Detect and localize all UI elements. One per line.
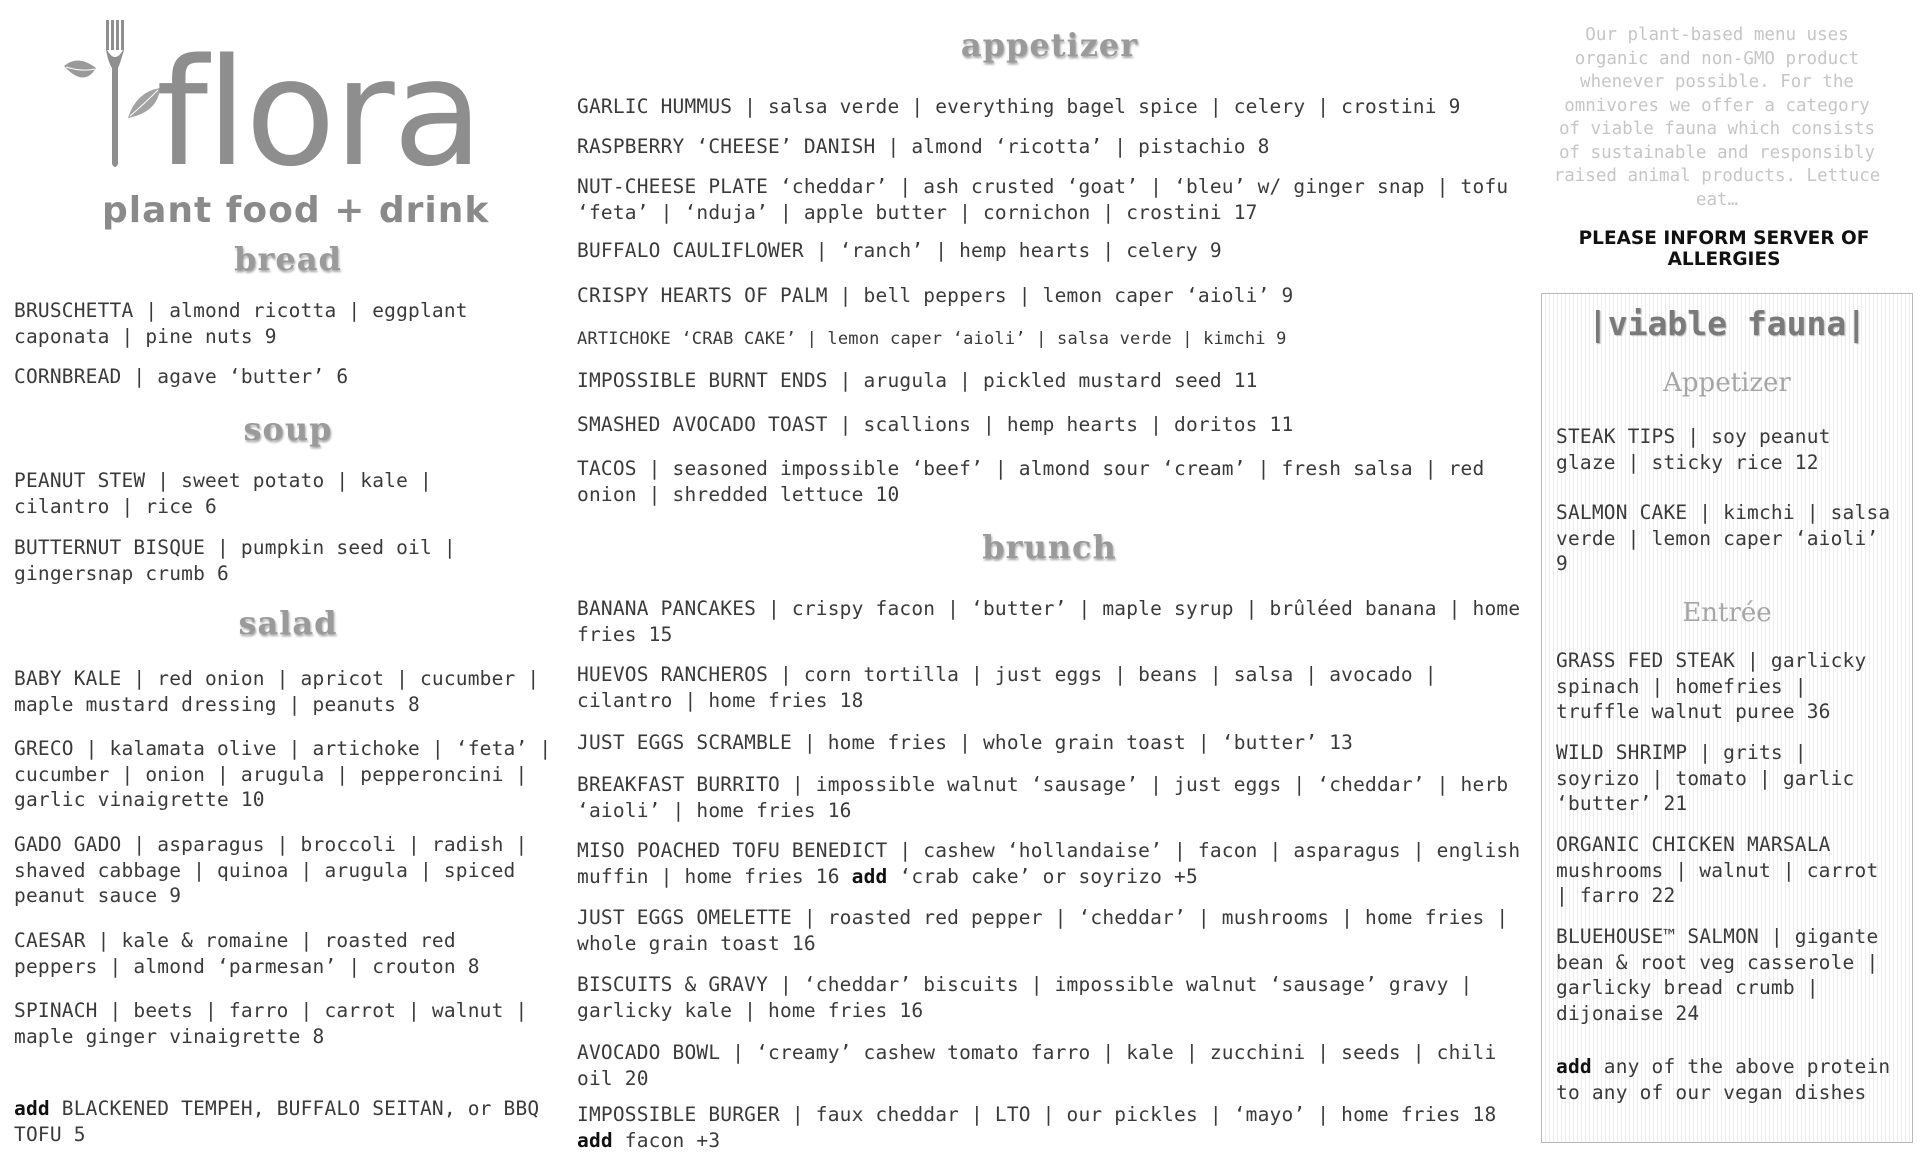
- salad-heading: salad: [238, 604, 338, 642]
- brand-tagline: plant food + drink: [102, 190, 490, 231]
- menu-item: CRISPY HEARTS OF PALM | bell peppers | lemon caper ‘aioli’ 9: [577, 284, 1294, 307]
- menu-item: TACOS | seasoned impossible ‘beef’ | almond sour ‘cream’ | fresh salsa | red onion | shredded lettuce 10: [577, 457, 1485, 506]
- fauna-item: ORGANIC CHICKEN MARSALA mushrooms | walnut | carrot | farro 22: [1556, 833, 1879, 907]
- fauna-entree-heading: Entrée: [1682, 598, 1772, 628]
- menu-item: BRUSCHETTA | almond ricotta | eggplant caponata | pine nuts 9: [14, 299, 468, 348]
- add-label: add: [1556, 1055, 1592, 1078]
- add-label: add: [851, 864, 888, 888]
- addon-text: BLACKENED TEMPEH, BUFFALO SEITAN, or BBQ TOFU 5: [14, 1097, 540, 1146]
- menu-item: SPINACH | beets | farro | carrot | walnut | maple ginger vinaigrette 8: [14, 999, 528, 1048]
- appetizer-heading: appetizer: [960, 26, 1139, 64]
- menu-item: JUST EGGS OMELETTE | roasted red pepper | ‘cheddar’ | mushrooms | home fries | whole grain toast 16: [577, 906, 1509, 955]
- allergy-notice: PLEASE INFORM SERVER OF ALLERGIES: [1578, 228, 1870, 270]
- fauna-appetizer-heading: Appetizer: [1663, 368, 1791, 398]
- benedict-text: MISO POACHED TOFU BENEDICT | cashew ‘hollandaise’ | facon | asparagus | english muffin | home fries 16: [577, 839, 1521, 888]
- menu-item: JUST EGGS SCRAMBLE | home fries | whole grain toast | ‘butter’ 13: [577, 731, 1354, 754]
- menu-item-benedict: [577, 838, 1522, 889]
- add-label: add: [577, 1128, 613, 1152]
- fauna-item: WILD SHRIMP | grits | soyrizo | tomato | garlic ‘butter’ 21: [1556, 741, 1855, 815]
- menu-item: NUT-CHEESE PLATE ‘cheddar’ | ash crusted ‘goat’ | ‘bleu’ w/ ginger snap | tofu ‘feta’ | ‘nduja’ | apple butter | cornichon | crostini 17: [577, 175, 1509, 224]
- menu-item: HUEVOS RANCHEROS | corn tortilla | just eggs | beans | salsa | avocado | cilantro | home fries 18: [577, 663, 1437, 712]
- menu-item: GARLIC HUMMUS | salsa verde | everything bagel spice | celery | crostini 9: [577, 95, 1461, 118]
- menu-item: AVOCADO BOWL | ‘creamy’ cashew tomato farro | kale | zucchini | seeds | chili oil 20: [577, 1041, 1497, 1090]
- menu-item: SMASHED AVOCADO TOAST | scallions | hemp hearts | doritos 11: [577, 413, 1294, 436]
- flora-logo: [60, 14, 520, 234]
- fauna-item: GRASS FED STEAK | garlicky spinach | homefries | truffle walnut puree 36: [1556, 649, 1867, 723]
- menu-item: ARTICHOKE ‘CRAB CAKE’ | lemon caper ‘aioli’ | salsa verde | kimchi 9: [577, 329, 1287, 349]
- add-label: add: [14, 1097, 50, 1120]
- intro-text: Our plant-based menu uses organic and non-GMO product whenever possible. For the omnivores we offer a category of viable fauna which consists of sustainable and responsibly raised animal products. Lettuce eat…: [1553, 25, 1881, 210]
- menu-item: GRECO | kalamata olive | artichoke | ‘feta’ | cucumber | onion | arugula | pepperoncini | garlic vinaigrette 10: [14, 737, 552, 811]
- leaf-left-icon: [64, 60, 96, 77]
- menu-item: BUTTERNUT BISQUE | pumpkin seed oil | gingersnap crumb 6: [14, 536, 456, 585]
- menu-item-burger: [577, 1102, 1522, 1153]
- fauna-item: STEAK TIPS | soy peanut glaze | sticky rice 12: [1556, 425, 1831, 474]
- menu-item: BUFFALO CAULIFLOWER | ‘ranch’ | hemp hearts | celery 9: [577, 239, 1222, 262]
- menu-item: IMPOSSIBLE BURNT ENDS | arugula | pickled mustard seed 11: [577, 369, 1258, 392]
- menu-item: GADO GADO | asparagus | broccoli | radish | shaved cabbage | quinoa | arugula | spiced peanut sauce 9: [14, 833, 528, 907]
- menu-item: BISCUITS & GRAVY | ‘cheddar’ biscuits | impossible walnut ‘sausage’ gravy | garlicky kale | home fries 16: [577, 973, 1473, 1022]
- viable-fauna-title: |viable fauna|: [1587, 304, 1867, 343]
- soup-heading: soup: [243, 410, 333, 448]
- menu-item: BANANA PANCAKES | crispy facon | ‘butter’ | maple syrup | brûléed banana | home fries 15: [577, 597, 1521, 646]
- fauna-item: BLUEHOUSE™ SALMON | gigante bean & root veg casserole | garlicky bread crumb | dijonaise 24: [1556, 925, 1879, 1025]
- menu-item: RASPBERRY ‘CHEESE’ DANISH | almond ‘ricotta’ | pistachio 8: [577, 135, 1270, 158]
- salad-addon: [14, 1096, 544, 1147]
- viable-fauna-panel: [1541, 293, 1913, 1143]
- menu-item: CAESAR | kale & romaine | roasted red peppers | almond ‘parmesan’ | crouton 8: [14, 929, 480, 978]
- burger-addon: facon +3: [612, 1128, 721, 1152]
- brand-wordmark: flora: [156, 27, 482, 199]
- fork-leaf-icon: [60, 14, 520, 234]
- menu-item: PEANUT STEW | sweet potato | kale | cilantro | rice 6: [14, 469, 432, 518]
- fauna-addon-text: any of the above protein to any of our vegan dishes: [1556, 1055, 1891, 1104]
- brunch-heading: brunch: [982, 528, 1117, 566]
- bread-heading: bread: [234, 240, 342, 278]
- fauna-item: SALMON CAKE | kimchi | salsa verde | lemon caper ‘aioli’ 9: [1556, 501, 1891, 575]
- menu-item: BREAKFAST BURRITO | impossible walnut ‘sausage’ | just eggs | ‘cheddar’ | herb ‘aioli’ | home fries 16: [577, 773, 1509, 822]
- menu-item: BABY KALE | red onion | apricot | cucumber | maple mustard dressing | peanuts 8: [14, 667, 540, 716]
- fork-icon: [106, 20, 124, 167]
- benedict-addon: ‘crab cake’ or soyrizo +5: [887, 864, 1198, 888]
- menu-item: CORNBREAD | agave ‘butter’ 6: [14, 365, 349, 388]
- burger-text: IMPOSSIBLE BURGER | faux cheddar | LTO | our pickles | ‘mayo’ | home fries 18: [577, 1103, 1497, 1126]
- fauna-addon: [1556, 1054, 1902, 1105]
